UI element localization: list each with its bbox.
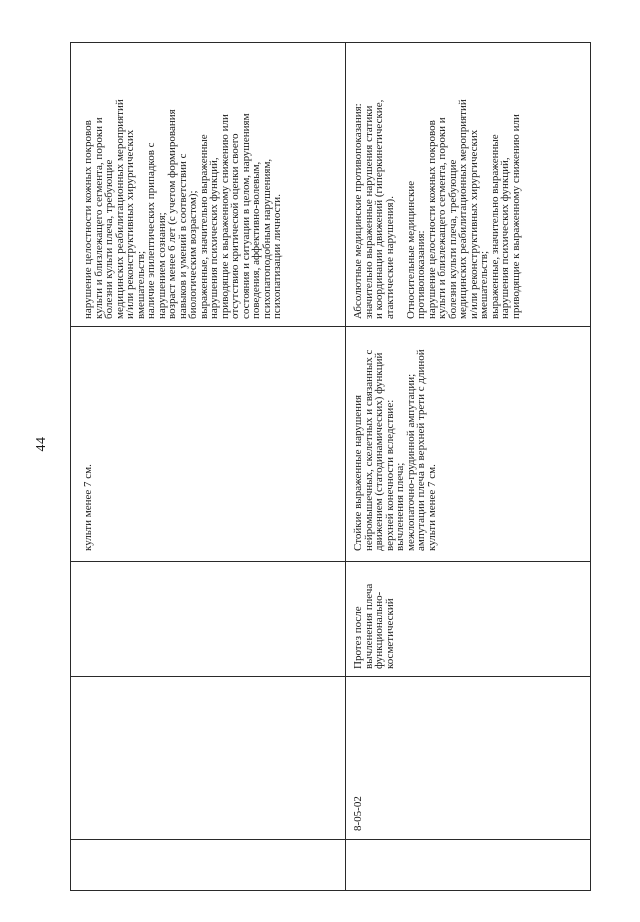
cell-line: приводящие к выраженному снижению или: [509, 114, 522, 319]
cell-line: косметический: [383, 598, 396, 669]
cell-line: медицинских реабилитационных мероприятий: [113, 99, 126, 319]
cell-line: и координации движений (гиперкинетические,: [373, 99, 385, 319]
cell-line: культи и близлежащего сегмента, пороки и: [436, 117, 448, 319]
cell-line: культи и близлежащего сегмента, пороки и: [92, 117, 105, 319]
row2-col5-cell: [353, 99, 521, 319]
column-divider: [71, 839, 590, 840]
column-divider: [71, 676, 590, 677]
cell-line: функционально-: [373, 591, 385, 669]
cell-line: нарушение целостности кожных покровов: [82, 120, 94, 319]
cell-line: вмешательств;: [478, 250, 490, 319]
cell-line: выраженные, значительно выраженные: [197, 134, 210, 319]
cell-line: противопоказания:: [415, 230, 427, 319]
cell-line: психопатизации личности.: [271, 194, 283, 319]
cell-line: наличие эпилептических припадков с: [145, 142, 157, 319]
cell-line: движением (статодинамических) функций: [373, 352, 385, 551]
cell-line: и/или реконструктивных хирургических: [467, 129, 480, 319]
cell-line: отсутствию критической оценки своего: [229, 133, 241, 319]
row1-col4-cell: [83, 464, 94, 551]
cell-line: нарушения психических функций,: [208, 157, 220, 319]
cell-line: болезни культи плеча, требующие: [446, 159, 459, 319]
cell-line: Относительные медицинские: [404, 180, 417, 319]
row-divider: [345, 43, 346, 890]
row1-col5-cell: [83, 99, 283, 319]
cell-line: приводящие к выраженному снижению или: [218, 114, 231, 319]
cell-line: [395, 99, 406, 319]
cell-line: психопатоподобным нарушениям,: [260, 158, 273, 319]
cell-line: медицинских реабилитационных мероприятий: [457, 99, 469, 319]
regulation-table: [70, 42, 591, 891]
cell-line: культи менее 7 см.: [425, 464, 438, 551]
cell-line: атактические нарушения).: [383, 196, 396, 319]
cell-line: вмешательств;: [134, 250, 147, 319]
cell-line: и/или реконструктивных хирургических: [124, 129, 136, 319]
cell-line: нарушения психических функций,: [499, 157, 511, 319]
cell-line: Стойкие выраженные нарушения: [352, 394, 364, 551]
cell-line: культи менее 7 см.: [82, 464, 94, 551]
column-divider: [71, 326, 590, 327]
cell-line: поведения, аффективно-волевым,: [250, 161, 262, 319]
cell-line: вычленения плеча: [362, 583, 375, 669]
cell-line: 8-05-02: [352, 796, 364, 831]
cell-line: нейромышечных, скелетных и связанных с: [362, 349, 375, 551]
cell-line: межлопаточно-грудинной ампутации;: [404, 373, 417, 551]
cell-line: нарушением сознания;: [155, 212, 168, 319]
cell-line: состояния и ситуации в целом, нарушениям: [239, 113, 252, 319]
column-divider: [71, 561, 590, 562]
page-number: 44: [34, 436, 49, 452]
cell-line: болезни культи плеча, требующие: [103, 159, 115, 319]
row2-col3-cell: [353, 584, 395, 669]
cell-line: биологическим возрастом);: [187, 190, 199, 319]
cell-line: Протез после: [352, 606, 364, 669]
cell-line: вычленения плеча;: [394, 462, 406, 551]
cell-line: ампутации плеча в верхней трети с длиной: [415, 349, 427, 551]
cell-line: возраст менее 6 лет (с учетом формирования: [166, 109, 178, 319]
cell-line: навыков и умений в соответствии с: [176, 153, 189, 319]
cell-line: значительно выраженные нарушения статики: [362, 105, 375, 319]
cell-line: выраженные, значительно выраженные: [488, 134, 501, 319]
cell-line: Абсолютные медицинские противопоказания:: [352, 103, 364, 319]
cell-line: нарушение целостности кожных покровов: [425, 120, 438, 319]
row2-col2-cell: [353, 796, 364, 831]
row2-col4-cell: [353, 349, 437, 551]
cell-line: верхней конечности вследствие:: [383, 399, 396, 551]
